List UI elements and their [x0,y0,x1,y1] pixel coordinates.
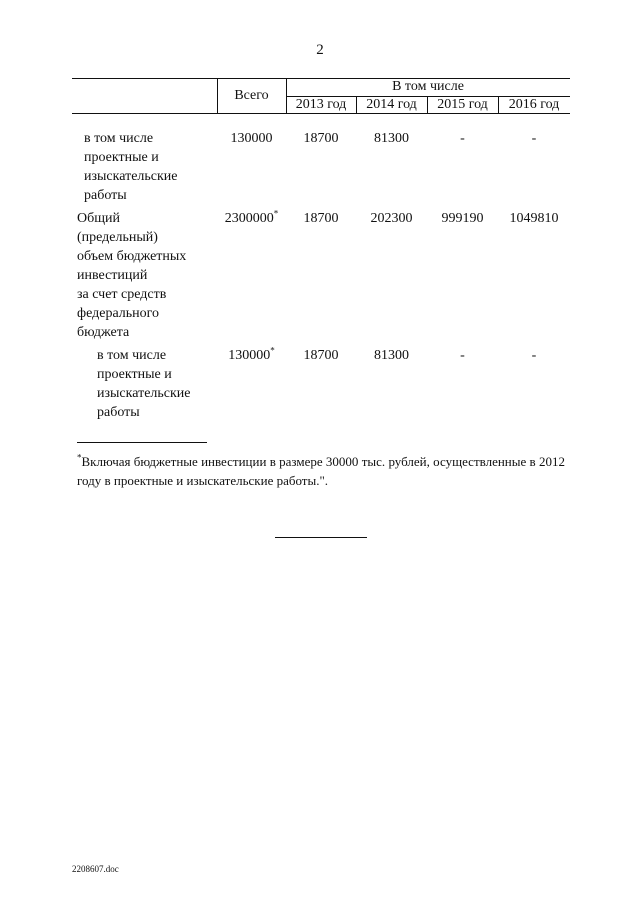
header-bottom-rule [72,113,570,114]
end-rule [275,537,367,538]
page-number: 2 [316,42,324,58]
header-year: 2013 год [295,97,347,112]
year-value: - [531,131,537,146]
year-value: 81300 [374,348,409,363]
header-group: В том числе [392,79,464,94]
header-total: Всего [234,88,269,103]
table-header [72,78,570,114]
row-label: в том числе проектные и изыскательские работы [97,348,191,420]
document-id: 2208607.doc [72,864,119,874]
total-value: 130000 [228,348,271,363]
year-value: 81300 [374,131,409,146]
footnote-separator [77,442,207,443]
year-value: 18700 [303,211,339,226]
total-cell [217,209,286,228]
total-value: 2300000 [224,211,274,226]
header-year: 2014 год [366,97,417,112]
footnote-text: Включая бюджетные инвестиции в размере 30000 тыс. рублей, осуществленные в 2012 году в проектные и изыскательские работы.". [77,454,565,488]
row-label: Общий (предельный) объем бюджетных инвестиций за счет средств федерального бюджета [77,211,187,340]
total-value: 130000 [230,131,273,146]
header-year: 2015 год [437,97,488,112]
total-cell [217,129,286,148]
footnote [77,452,565,490]
total-cell [217,346,286,365]
year-value: - [460,131,465,146]
row-label: в том числе проектные и изыскательские работы [84,131,178,203]
footnote-mark: * [77,452,82,463]
year-value: 1049810 [509,211,559,226]
year-value: - [460,348,465,363]
year-value: 202300 [370,211,413,226]
year-value: 18700 [303,348,339,363]
footnote-mark: * [273,208,279,219]
header-year: 2016 год [508,97,560,112]
year-value: - [531,348,537,363]
footnote-mark: * [270,345,275,356]
year-value: 18700 [303,131,339,146]
year-value: 999190 [441,211,484,226]
